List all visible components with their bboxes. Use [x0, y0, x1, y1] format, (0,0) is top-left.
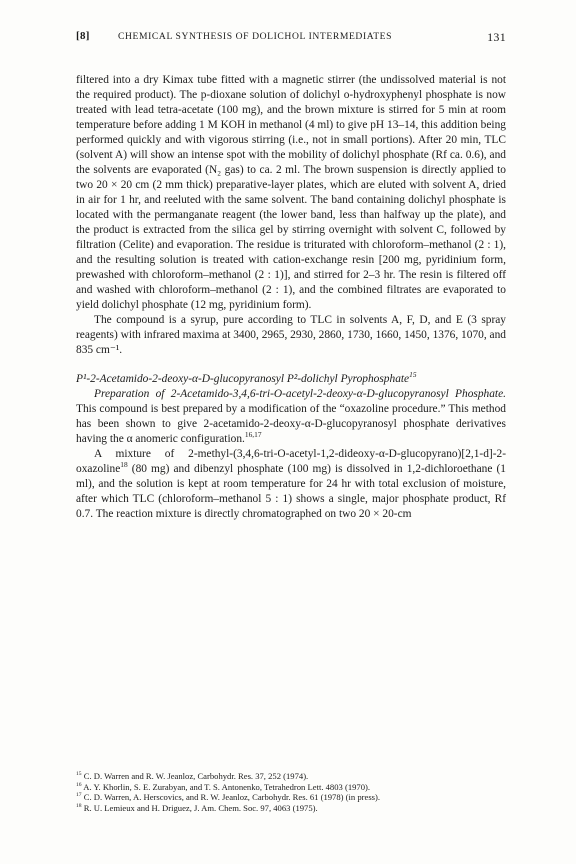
footnote — [76, 782, 506, 793]
footnote-number: 16 — [76, 781, 82, 788]
footnote-number: 15 — [76, 771, 82, 778]
subsection-lead: Preparation of 2-Acetamido-3,4,6-tri-O-acetyl-2-deoxy-α-D-glucopyranosyl Phosphate. — [94, 388, 506, 400]
running-title: CHEMICAL SYNTHESIS OF DOLICHOL INTERMEDIATES — [118, 31, 393, 42]
paragraph-mixture-text-a: A mixture of 2-methyl-(3,4,6-tri-O-acetyl-1,2-dideoxy-α-D-glucopyrano)[2,1-d]-2-oxazoline — [76, 448, 506, 475]
footnote-text: A. Y. Khorlin, S. E. Zurabyan, and T. S. Antonenko, Tetrahedron Lett. 4803 (1970). — [83, 781, 371, 792]
section-heading-text: P¹-2-Acetamido-2-deoxy-α-D-glucopyranosyl P²-dolichyl Pyrophosphate — [76, 373, 410, 385]
footnotes — [76, 771, 506, 813]
paragraph-procedure: filtered into a dry Kimax tube fitted with a magnetic stirrer (the undissolved material is not the required product). The p-dioxane solution of dolichyl o-hydroxyphenyl phosphate is now treated with lead tetra-acetate (100 mg), and the brown mixture is stirred for 5 min at room temperature before adding 1 M KOH in methanol (4 ml) to give pH 13–14, this addition being performed quickly and with vigorous stirring (i.e., not in small portions). After 20 min, TLC (solvent A) will show an intense spot with the mobility of dolichyl phosphate (Rf ca. 0.6), and the solvents are evaporated (N₂ gas) to ca. 2 ml. The brown suspension is directly applied to two 20 × 20 cm (2 mm thick) preparative-layer plates, which are eluted with solvent A, dried in air for 1 hr, and reeluted with the same solvent. The band containing dolichyl phosphate is located with the permanganate reagent (the lower band, less than halfway up the plate), and the product is extracted from the silica gel by stirring overnight with solvent C, followed by filtration (Celite) and evaporation. The residue is triturated with chloroform–methanol (2 : 1), and the resulting solution is treated with cation-exchange resin [200 mg, pyridinium form, prewashed with chloroform–methanol (2 : 1)], and stirred for 2–3 hr. The resin is filtered off and washed with chloroform–methanol (2 : 1), and the combined filtrates are evaporated to yield dolichyl phosphate (12 mg, pyridinium form). — [76, 74, 506, 311]
paragraph-properties: The compound is a syrup, pure according to TLC in solvents A, F, D, and E (3 spray reagents) with infrared maxima at 3400, 2965, 2930, 2860, 1730, 1660, 1450, 1376, 1070, and 835 cm⁻¹. — [76, 314, 506, 356]
footnote-text: R. U. Lemieux and H. Driguez, J. Am. Chem. Soc. 97, 4063 (1975). — [83, 802, 318, 813]
section-number: [8] — [76, 30, 90, 42]
body-text — [76, 73, 506, 522]
footnote — [76, 803, 506, 814]
footnote — [76, 792, 506, 803]
footnote — [76, 771, 506, 782]
footnote-ref-15: 15 — [409, 370, 417, 380]
footnote-number: 17 — [76, 792, 82, 799]
footnote-ref-16-17: 16,17 — [244, 430, 262, 440]
footnote-text: C. D. Warren and R. W. Jeanloz, Carbohydr. Res. 37, 252 (1974). — [83, 771, 309, 781]
page-number: 131 — [487, 30, 506, 44]
section-heading — [76, 372, 506, 387]
running-header — [76, 30, 506, 46]
paragraph-preparation — [76, 387, 506, 447]
footnote-number: 18 — [76, 802, 82, 809]
paragraph-preparation-text: This compound is best prepared by a modification of the “oxazoline procedure.” This method has been shown to give 2-acetamido-2-deoxy-α-D-glucopyranosyl phosphate derivatives having the α anomeric configuration. — [76, 403, 506, 445]
paragraph-mixture — [76, 447, 506, 522]
footnote-ref-18: 18 — [120, 460, 128, 470]
paragraph-mixture-text-b: (80 mg) and dibenzyl phosphate (100 mg) is dissolved in 1,2-dichloroethane (1 ml), and the solution is kept at room temperature for 24 hr with total exclusion of moisture, after which TLC (chloroform–methanol 5 : 1) shows a single, major phosphate product, Rf 0.7. The reaction mixture is directly chromatographed on two 20 × 20-cm — [76, 463, 506, 520]
footnote-text: C. D. Warren, A. Herscovics, and R. W. Jeanloz, Carbohydr. Res. 61 (1978) (in press). — [83, 792, 381, 803]
